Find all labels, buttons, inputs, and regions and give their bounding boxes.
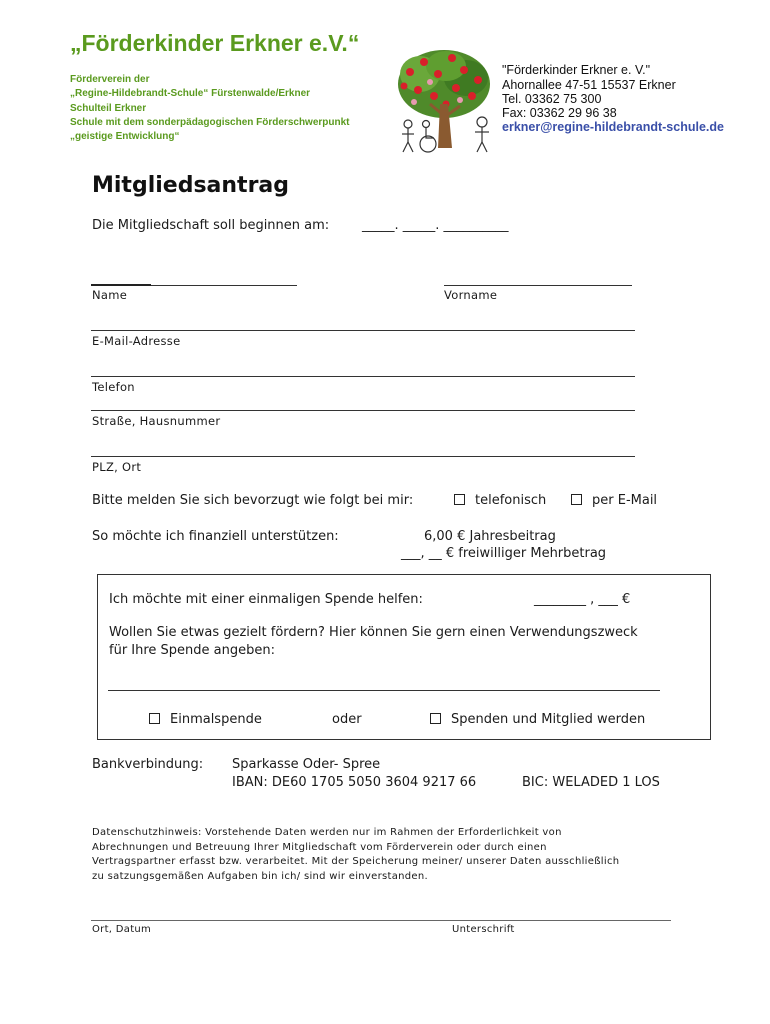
vorname-label: Vorname [444, 288, 498, 302]
contact-option-phone-label: telefonisch [475, 493, 547, 508]
vorname-field[interactable] [444, 285, 632, 286]
telefon-label: Telefon [92, 380, 135, 394]
org-subline: „geistige Entwicklung“ [70, 131, 180, 142]
strasse-field[interactable] [91, 410, 635, 411]
signature-label: Unterschrift [452, 924, 515, 935]
place-date-label: Ort, Datum [92, 924, 152, 935]
option-spende-mitglied-label: Spenden und Mitglied werden [451, 712, 646, 727]
donation-amount-field[interactable]: ________ , ___ € [534, 592, 631, 607]
option-einmalspende-label: Einmalspende [170, 712, 262, 727]
option-spende-mitglied[interactable] [430, 712, 645, 727]
address-line: Fax: 03362 29 96 38 [502, 106, 617, 120]
privacy-text: Vertragspartner erfasst bzw. verarbeitet. Mit der Speicherung meiner/ unserer Daten ausschließlich [92, 856, 620, 867]
plz-field[interactable] [91, 456, 635, 457]
donation-once-label: Ich möchte mit einer einmaligen Spende helfen: [109, 592, 423, 607]
email-label: E-Mail-Adresse [92, 334, 181, 348]
address-line: "Förderkinder Erkner e. V." [502, 63, 651, 77]
or-text: oder [332, 712, 362, 727]
donation-purpose-field[interactable] [108, 690, 660, 691]
bank-name: Sparkasse Oder- Spree [232, 757, 381, 772]
checkbox-phone[interactable] [454, 494, 465, 505]
signature-line[interactable] [91, 920, 671, 921]
start-date-label: Die Mitgliedschaft soll beginnen am: [92, 218, 330, 233]
checkbox-spende-mitglied[interactable] [430, 713, 441, 724]
contact-option-email-label: per E-Mail [592, 493, 658, 508]
org-subline: Schulteil Erkner [70, 103, 147, 114]
address-line: Tel. 03362 75 300 [502, 92, 602, 106]
privacy-text: zu satzungsgemäßen Aufgaben bin ich/ sind wir einverstanden. [92, 871, 429, 882]
org-subline: „Regine-Hildebrandt-Schule“ Fürstenwalde/Erkner [70, 88, 311, 99]
org-title: „Förderkinder Erkner e.V.“ [70, 30, 360, 56]
checkbox-einmalspende[interactable] [149, 713, 160, 724]
email-field[interactable] [91, 330, 635, 331]
extra-fee-field[interactable]: ___, __ € freiwilliger Mehrbetrag [401, 546, 607, 561]
plz-label: PLZ, Ort [92, 460, 142, 474]
option-einmalspende[interactable] [149, 712, 262, 727]
strasse-label: Straße, Hausnummer [92, 414, 221, 428]
name-label: Name [92, 288, 128, 302]
address-line: Ahornallee 47-51 15537 Erkner [502, 78, 676, 92]
start-date-field[interactable]: _____. _____. __________ [362, 218, 509, 233]
annual-fee: 6,00 € Jahresbeitrag [424, 529, 556, 544]
name-field-mark [91, 284, 151, 286]
org-subline: Förderverein der [70, 74, 150, 85]
checkbox-email[interactable] [571, 494, 582, 505]
donation-purpose-text: Wollen Sie etwas gezielt fördern? Hier können Sie gern einen Verwendungszweck [109, 625, 638, 640]
tree-logo-icon [390, 44, 498, 156]
email-link[interactable]: erkner@regine-hildebrandt-schule.de [502, 120, 724, 134]
telefon-field[interactable] [91, 376, 635, 377]
contact-option-email[interactable] [571, 493, 657, 508]
privacy-text: Abrechnungen und Betreuung Ihrer Mitgliedschaft vom Förderverein oder durch einen [92, 842, 547, 853]
contact-option-phone[interactable] [454, 493, 546, 508]
page-title: Mitgliedsantrag [92, 173, 290, 198]
bank-bic: BIC: WELADED 1 LOS [522, 775, 660, 790]
org-subline: Schule mit dem sonderpädagogischen Förderschwerpunkt [70, 117, 350, 128]
contact-pref-label: Bitte melden Sie sich bevorzugt wie folgt bei mir: [92, 493, 414, 508]
bank-iban: IBAN: DE60 1705 5050 3604 9217 66 [232, 775, 477, 790]
privacy-text: Datenschutzhinweis: Vorstehende Daten werden nur im Rahmen der Erforderlichkeit von [92, 827, 562, 838]
finance-label: So möchte ich finanziell unterstützen: [92, 529, 339, 544]
bank-label: Bankverbindung: [92, 757, 204, 772]
donation-purpose-text: für Ihre Spende angeben: [109, 643, 276, 658]
